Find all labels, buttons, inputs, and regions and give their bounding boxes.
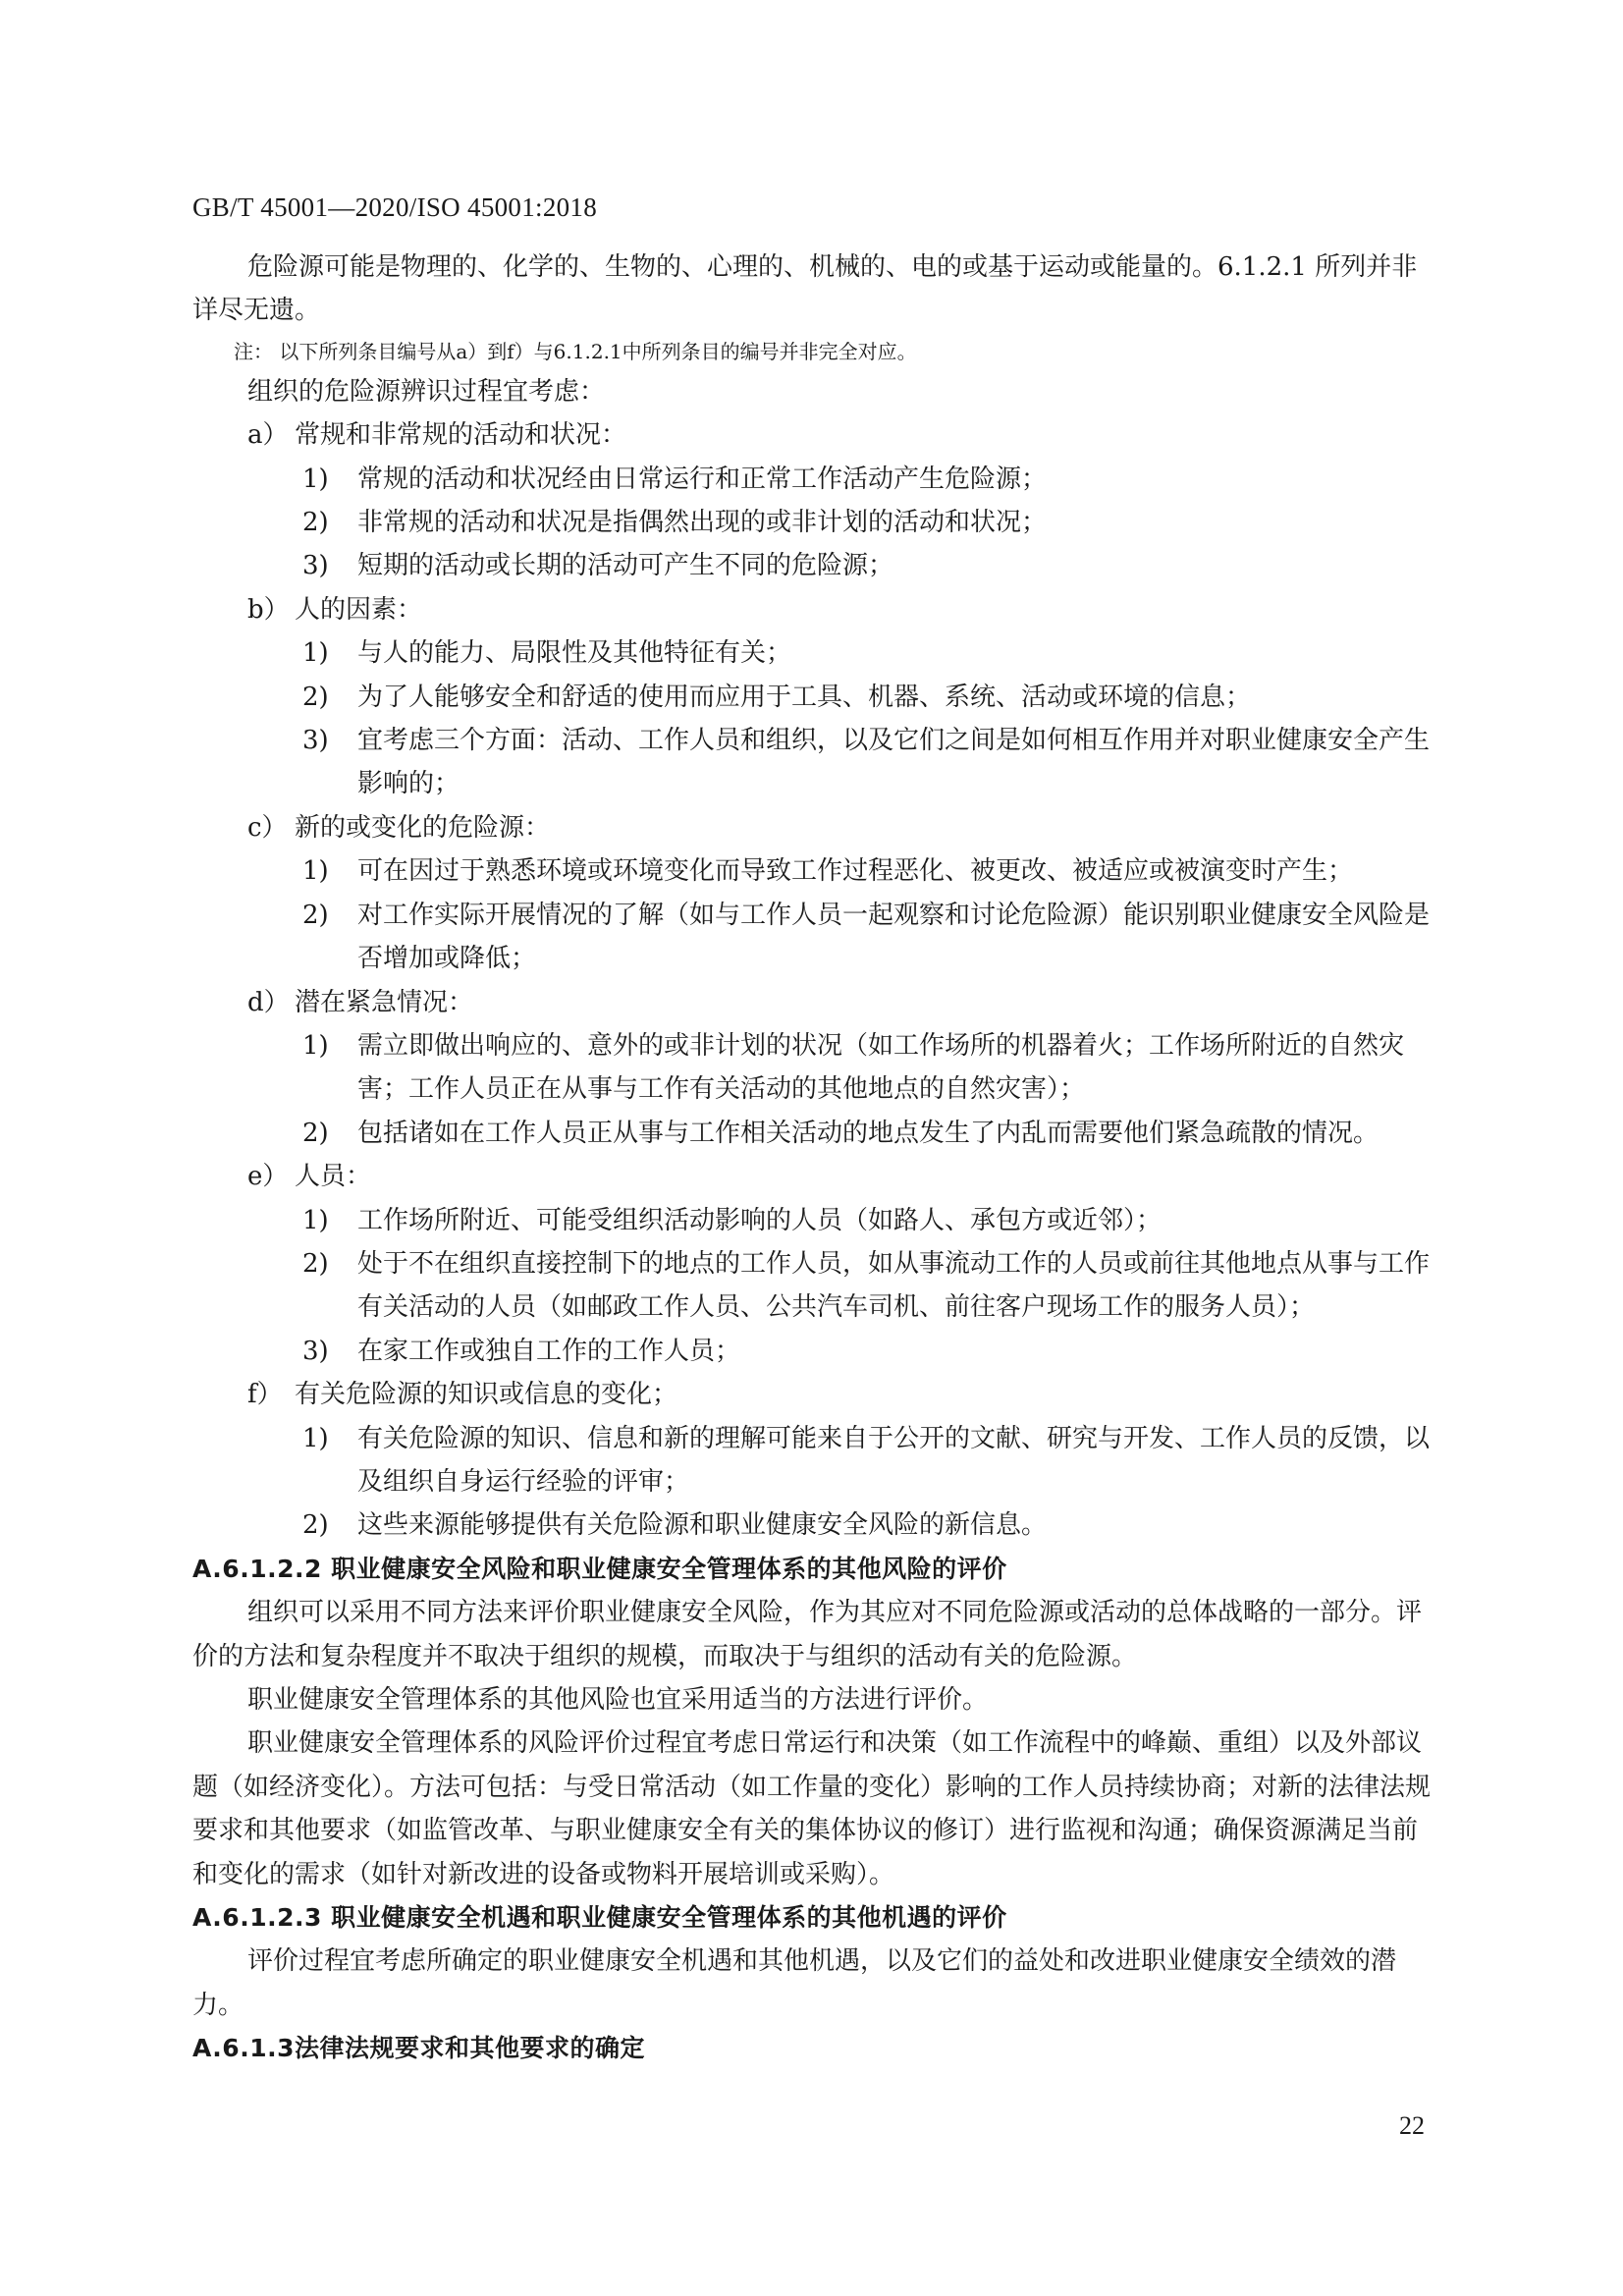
list-item-d: [192, 981, 1439, 1024]
list-item-text: 潜在紧急情况：: [295, 987, 474, 1017]
list-item-f: [192, 1373, 1439, 1416]
sub-item-c-2: [192, 894, 1439, 981]
sub-item-text: 与人的能力、局限性及其他特征有关；: [357, 638, 792, 669]
list-item-text: 新的或变化的危险源：: [295, 812, 551, 843]
sub-item-a-1: [192, 458, 1439, 501]
sub-item-b-2: [192, 676, 1439, 719]
sub-marker: 2): [302, 1118, 329, 1148]
sub-item-a-3: [192, 544, 1439, 587]
section-heading-a6122: A.6.1.2.2 职业健康安全风险和职业健康安全管理体系的其他风险的评价: [192, 1554, 1007, 1583]
sub-item-text: 宜考虑三个方面：活动、工作人员和组织，以及它们之间是如何相互作用并对职业健康安全产生影响的；: [357, 726, 1431, 799]
sub-marker: 1): [302, 856, 329, 887]
sub-item-b-1: [192, 631, 1439, 675]
sub-item-d-2: [192, 1112, 1439, 1155]
sub-marker: 2): [302, 1248, 329, 1279]
sub-item-text: 短期的活动或长期的活动可产生不同的危险源；: [357, 551, 894, 581]
sub-marker: 1): [302, 638, 329, 669]
sub-item-text: 需立即做出响应的、意外的或非计划的状况（如工作场所的机器着火；工作场所附近的自然灾害；工作人员正在从事与工作有关活动的其他地点的自然灾害）；: [357, 1030, 1405, 1105]
note: 注： 以下所列条目编号从a）到f）与6.1.2.1中所列条目的编号并非完全对应。: [234, 339, 917, 363]
lead-paragraph: 组织的危险源辨识过程宜考虑：: [247, 376, 606, 407]
section-heading-a613: A.6.1.3法律法规要求和其他要求的确定: [192, 2034, 645, 2063]
section-heading-a6123: A.6.1.2.3 职业健康安全机遇和职业健康安全管理体系的其他机遇的评价: [192, 1903, 1007, 1933]
sub-marker: 2): [302, 508, 329, 538]
page-content: [192, 246, 1439, 2071]
list-item-a: [192, 413, 1439, 457]
sub-item-text: 对工作实际开展情况的了解（如与工作人员一起观察和讨论危险源）能识别职业健康安全风险是否增加或降低；: [357, 900, 1431, 974]
section-a6122-paragraph-2: 职业健康安全管理体系的其他风险也宜采用适当的方法进行评价。: [247, 1685, 989, 1715]
sub-item-text: 非常规的活动和状况是指偶然出现的或非计划的活动和状况；: [357, 508, 1048, 538]
list-item-text: 常规和非常规的活动和状况：: [295, 420, 627, 451]
list-marker: b）: [247, 594, 290, 625]
sub-item-text: 为了人能够安全和舒适的使用而应用于工具、机器、系统、活动或环境的信息；: [357, 682, 1252, 712]
sub-item-e-1: [192, 1199, 1439, 1242]
sub-marker: 3): [302, 551, 329, 581]
section-a6122-paragraph-3: 职业健康安全管理体系的风险评价过程宜考虑日常运行和决策（如工作流程中的峰巅、重组）以及外部议题（如经济变化）。方法可包括：与受日常活动（如工作量的变化）影响的工作人员持续协商；对新的法律法规要求和其他要求（如监管改革、与职业健康安全有关的集体协议的修订）进行监视和沟通；确保资源满足当前和变化的需求（如针对新改进的设备或物料开展培训或采购）。: [192, 1728, 1432, 1889]
sub-item-e-2: [192, 1242, 1439, 1330]
list-item-c: [192, 806, 1439, 849]
page-number: 22: [1399, 2111, 1425, 2140]
sub-item-a-2: [192, 501, 1439, 544]
intro-paragraph: 危险源可能是物理的、化学的、生物的、心理的、机械的、电的或基于运动或能量的。6.1.2.1 所列并非详尽无遗。: [192, 252, 1418, 326]
sub-marker: 2): [302, 682, 329, 712]
sub-marker: 1): [302, 1423, 329, 1453]
list-marker: d）: [247, 987, 290, 1017]
sub-item-text: 处于不在组织直接控制下的地点的工作人员，如从事流动工作的人员或前往其他地点从事与工作有关活动的人员（如邮政工作人员、公共汽车司机、前往客户现场工作的服务人员）；: [357, 1248, 1431, 1323]
section-a6122-paragraph-1: 组织可以采用不同方法来评价职业健康安全风险，作为其应对不同危险源或活动的总体战略的一部分。评价的方法和复杂程度并不取决于组织的规模，而取决于与组织的活动有关的危险源。: [192, 1598, 1423, 1671]
list-item-b: [192, 588, 1439, 631]
sub-item-text: 工作场所附近、可能受组织活动影响的人员（如路人、承包方或近邻）；: [357, 1205, 1163, 1235]
sub-item-c-1: [192, 849, 1439, 893]
sub-marker: 2): [302, 1510, 329, 1541]
sub-item-f-2: [192, 1503, 1439, 1547]
list-marker: a）: [247, 420, 289, 451]
list-marker: e）: [247, 1162, 289, 1192]
sub-marker: 3): [302, 1336, 329, 1366]
sub-item-text: 包括诸如在工作人员正从事与工作相关活动的地点发生了内乱而需要他们紧急疏散的情况。: [357, 1118, 1380, 1148]
sub-item-e-3: [192, 1330, 1439, 1373]
sub-marker: 1): [302, 464, 329, 494]
sub-item-b-3: [192, 719, 1439, 806]
list-item-e: [192, 1155, 1439, 1198]
sub-item-text: 在家工作或独自工作的工作人员；: [357, 1336, 741, 1366]
sub-item-text: 常规的活动和状况经由日常运行和正常工作活动产生危险源；: [357, 464, 1048, 494]
list-item-text: 有关危险源的知识或信息的变化；: [295, 1380, 678, 1410]
sub-item-d-1: [192, 1024, 1439, 1112]
sub-marker: 1): [302, 1030, 329, 1061]
list-marker: f）: [247, 1380, 283, 1410]
list-item-text: 人员：: [295, 1162, 372, 1192]
list-item-text: 人的因素：: [295, 594, 423, 625]
sub-marker: 1): [302, 1205, 329, 1235]
list-marker: c）: [247, 812, 288, 843]
sub-item-text: 可在因过于熟悉环境或环境变化而导致工作过程恶化、被更改、被适应或被演变时产生；: [357, 856, 1354, 887]
section-a6123-paragraph-1: 评价过程宜考虑所确定的职业健康安全机遇和其他机遇，以及它们的益处和改进职业健康安全绩效的潜力。: [192, 1946, 1397, 2020]
sub-item-text: 这些来源能够提供有关危险源和职业健康安全风险的新信息。: [357, 1510, 1048, 1541]
document-header: GB/T 45001—2020/ISO 45001:2018: [192, 192, 598, 222]
sub-marker: 3): [302, 726, 329, 756]
sub-marker: 2): [302, 900, 329, 930]
sub-item-f-1: [192, 1417, 1439, 1504]
sub-item-text: 有关危险源的知识、信息和新的理解可能来自于公开的文献、研究与开发、工作人员的反馈，以及组织自身运行经验的评审；: [357, 1423, 1431, 1497]
